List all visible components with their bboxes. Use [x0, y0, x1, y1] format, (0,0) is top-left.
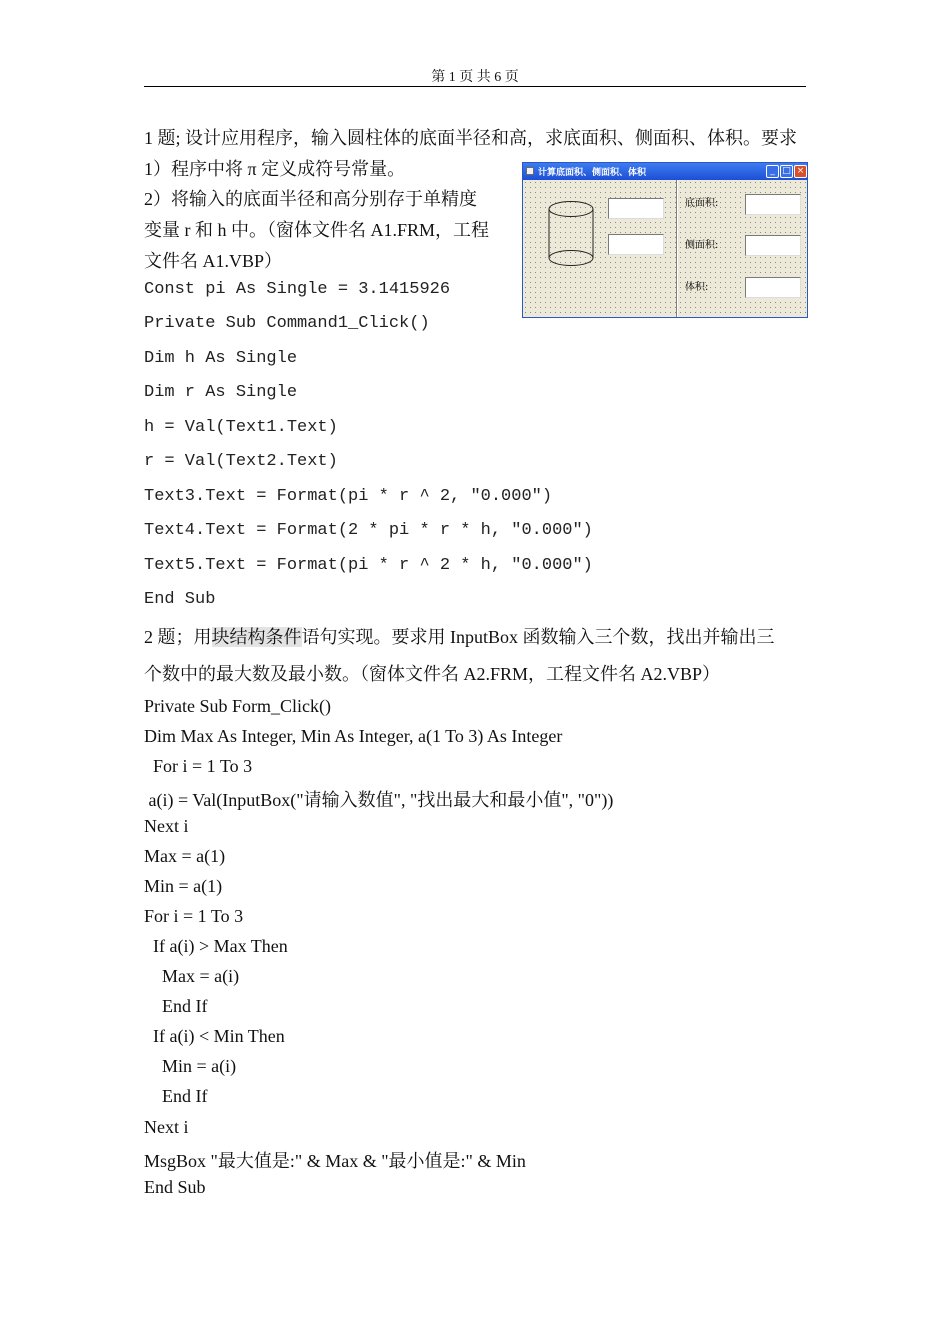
q1-code-line: Text5.Text = Format(pi * r ^ 2 * h, "0.000") — [144, 556, 593, 575]
q2-code-line: End Sub — [144, 1177, 206, 1197]
close-icon[interactable]: × — [794, 165, 807, 178]
q2-code-line: For i = 1 To 3 — [144, 906, 244, 926]
q1-code-line: Dim h As Single — [144, 349, 298, 368]
form-icon — [526, 167, 534, 175]
q2-code-line: Next i — [144, 816, 189, 836]
q1-line-1: 1 题; 设计应用程序，输入圆柱体的底面半径和高，求底面积、侧面积、体积。要求 — [144, 128, 797, 148]
results-frame — [676, 180, 807, 317]
q2-code-line: For i = 1 To 3 — [144, 756, 253, 776]
q2-code-line: Max = a(i) — [144, 966, 240, 986]
q2-code-line: Min = a(i) — [144, 1056, 237, 1076]
text1-input[interactable] — [608, 198, 664, 219]
q2-code-line: Private Sub Form_Click() — [144, 696, 331, 716]
q1-code-line: h = Val(Text1.Text) — [144, 418, 338, 437]
q2-intro-prefix: 2 题；用 — [144, 627, 212, 647]
vb-form-title: 计算底面积、侧面积、体积 — [538, 168, 647, 178]
q2-highlight: 块结构条件 — [211, 627, 302, 647]
q1-code-line: Text4.Text = Format(2 * pi * r * h, "0.000") — [144, 521, 593, 540]
q1-line-5: 文件名 A1.VBP） — [144, 251, 283, 271]
q1-code-line: Const pi As Single = 3.1415926 — [144, 280, 451, 299]
q1-code-line: r = Val(Text2.Text) — [144, 452, 338, 471]
vb-form-titlebar — [523, 163, 807, 180]
q2-code-line: If a(i) > Max Then — [144, 936, 288, 956]
cylinder-icon — [547, 200, 597, 268]
q2-code-line: If a(i) < Min Then — [144, 1026, 285, 1046]
q1-code-line: Dim r As Single — [144, 383, 298, 402]
q2-code-line: End If — [144, 996, 208, 1016]
page-header: 第 1 页 共 6 页 — [431, 70, 519, 85]
text3-input[interactable] — [745, 194, 801, 215]
text2-input[interactable] — [608, 234, 664, 255]
side-area-label: 侧面积: — [685, 240, 719, 251]
text5-input[interactable] — [745, 277, 801, 298]
q2-intro-line-2: 个数中的最大数及最小数。（窗体文件名 A2.FRM，工程文件名 A2.VBP） — [144, 664, 721, 684]
volume-label: 体积: — [685, 282, 709, 293]
q2-code-line: Next i — [144, 1117, 189, 1137]
q1-line-2: 1）程序中将 π 定义成符号常量。 — [144, 159, 406, 179]
q1-code-line: Private Sub Command1_Click() — [144, 314, 430, 333]
base-area-label: 底面积: — [685, 198, 719, 209]
q2-code-line: MsgBox "最大值是:" & Max & "最小值是:" & Min — [144, 1151, 526, 1171]
q1-code-line: End Sub — [144, 590, 216, 609]
q1-line-3: 2）将输入的底面半径和高分别存于单精度 — [144, 189, 477, 209]
header-rule — [144, 86, 806, 87]
q2-code-line: Max = a(1) — [144, 846, 226, 866]
q2-intro-line-1 — [144, 623, 775, 649]
maximize-icon[interactable]: □ — [780, 165, 793, 178]
vb-form-body — [523, 180, 807, 317]
minimize-icon[interactable]: _ — [766, 165, 779, 178]
q2-code-line: End If — [144, 1086, 208, 1106]
q2-code-line: a(i) = Val(InputBox("请输入数值", "找出最大和最小值", "0")) — [144, 790, 614, 810]
q1-code-line: Text3.Text = Format(pi * r ^ 2, "0.000") — [144, 487, 553, 506]
q2-code-line: Min = a(1) — [144, 876, 223, 896]
vb-form-window — [522, 162, 808, 318]
q2-intro-suffix: 语句实现。要求用 InputBox 函数输入三个数，找出并输出三 — [301, 627, 775, 647]
q1-line-4: 变量 r 和 h 中。（窗体文件名 A1.FRM，工程 — [144, 220, 490, 240]
q2-code-line: Dim Max As Integer, Min As Integer, a(1 To 3) As Integer — [144, 726, 563, 746]
text4-input[interactable] — [745, 235, 801, 256]
